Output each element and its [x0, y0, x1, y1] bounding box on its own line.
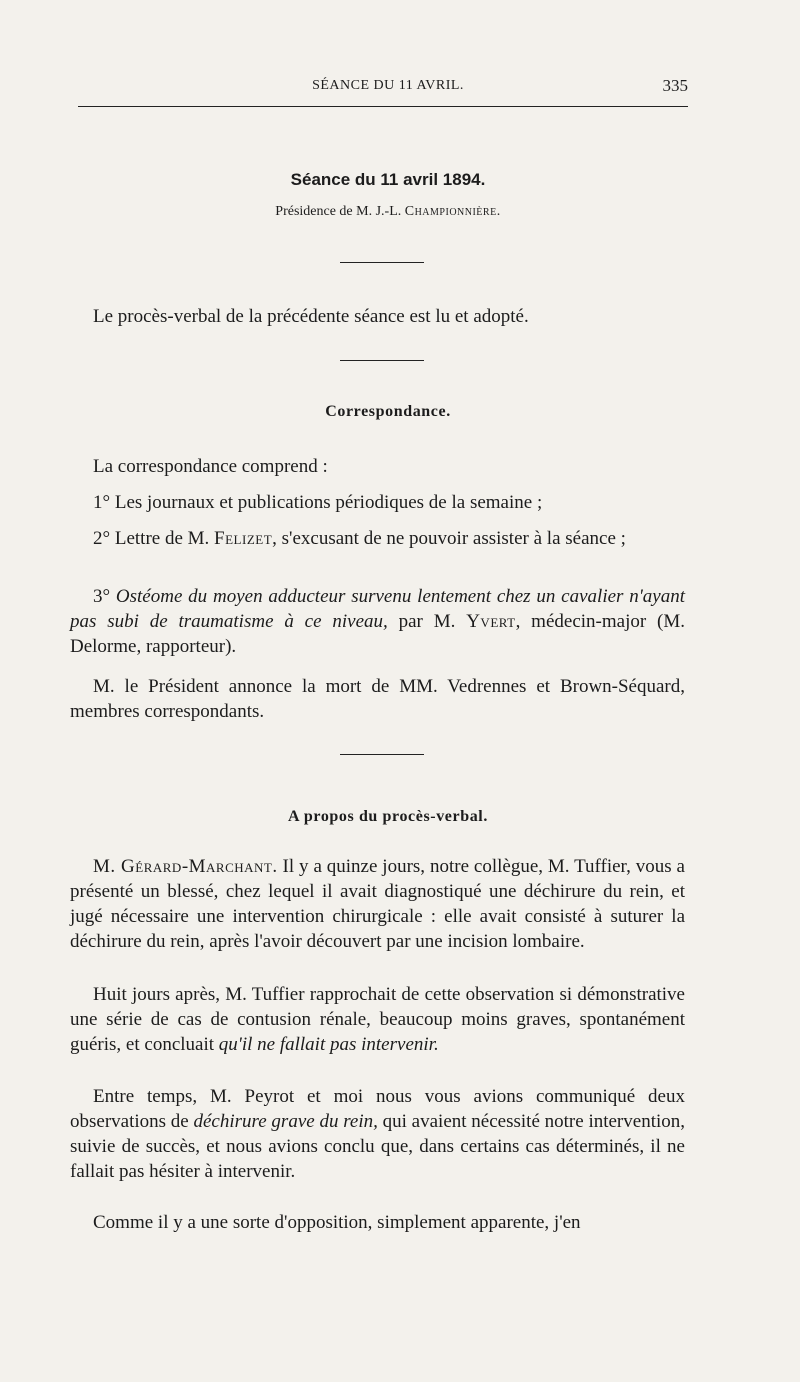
correspondance-item-1: 1° Les journaux et publications périodiques de la semaine ; [93, 492, 543, 513]
minutes-text: Le procès-verbal de la précédente séance est lu et adopté. [93, 306, 529, 327]
president-name: Championnière. [404, 204, 501, 219]
announcement: M. le Président annonce la mort de MM. Vedrennes et Brown-Séquard, membres correspondants. [70, 676, 685, 722]
section-divider [340, 360, 424, 361]
paragraph-3-end: qui avaient nécessité notre intervention, suivie de succès, et nous avions conclu que, dans certains cas déterminés, il ne fallait pas hésiter à intervenir. [70, 1111, 685, 1182]
running-title: SÉANCE DU 11 AVRIL. [312, 78, 464, 93]
item2-name: Felizet [214, 528, 273, 549]
correspondance-heading: Correspondance. [325, 403, 451, 420]
paragraph-2 [70, 982, 685, 1057]
speaker-paragraph-1 [70, 854, 685, 954]
paragraph-2-emphasis: qu'il ne fallait pas intervenir. [218, 1034, 439, 1055]
item3-prefix: 3° [93, 586, 116, 607]
correspondance-item-3 [70, 584, 685, 659]
running-header [88, 76, 688, 98]
item3-by: par M. [387, 611, 467, 632]
header-rule [78, 106, 688, 107]
session-title: Séance du 11 avril 1894. [290, 170, 486, 189]
paragraph-4: Comme il y a une sorte d'opposition, simplement apparente, j'en [93, 1212, 581, 1233]
correspondance-item-2 [70, 526, 685, 551]
presidence-prefix: Présidence de M. J.-L. [275, 204, 405, 219]
item2-suffix: , s'excusant de ne pouvoir assister à la séance ; [272, 528, 626, 549]
item3-title: Ostéome du moyen adducteur survenu lentement chez un cavalier n'ayant pas subi de traumatisme à ce niveau, [70, 586, 685, 632]
speaker-name: M. Gérard-Marchant. [93, 856, 278, 877]
item2-prefix: 2° Lettre de M. [93, 528, 215, 549]
paragraph-3-emphasis: déchirure grave du rein, [193, 1111, 378, 1132]
section-divider [340, 754, 424, 755]
page-number: 335 [662, 76, 688, 95]
proces-verbal-heading: A propos du procès-verbal. [288, 808, 488, 825]
section-divider [340, 262, 424, 263]
presidence-line [88, 204, 688, 220]
paragraph-1-text: Il y a quinze jours, notre collègue, M. Tuffier, vous a présenté un blessé, chez lequel il avait diagnostiqué une déchirure du rein, et jugé nécessaire une intervention chirurgicale : elle avait consisté à suturer la déchirure du rein, après l'avoir découvert par une incision lombaire. [70, 856, 685, 952]
item3-name: Yvert [466, 611, 516, 632]
paragraph-2-text: Huit jours après, M. Tuffier rapprochait de cette observation si démonstrative une série de cas de contusion rénale, beaucoup moins graves, spontanément guéris, et concluait [70, 984, 685, 1055]
paragraph-3 [70, 1084, 685, 1184]
paragraph-3-start: Entre temps, M. Peyrot et moi nous vous avions communiqué deux observations de [70, 1086, 685, 1132]
item3-suffix: , médecin-major (M. Delorme, rapporteur). [70, 611, 685, 657]
correspondance-intro: La correspondance comprend : [93, 456, 328, 477]
